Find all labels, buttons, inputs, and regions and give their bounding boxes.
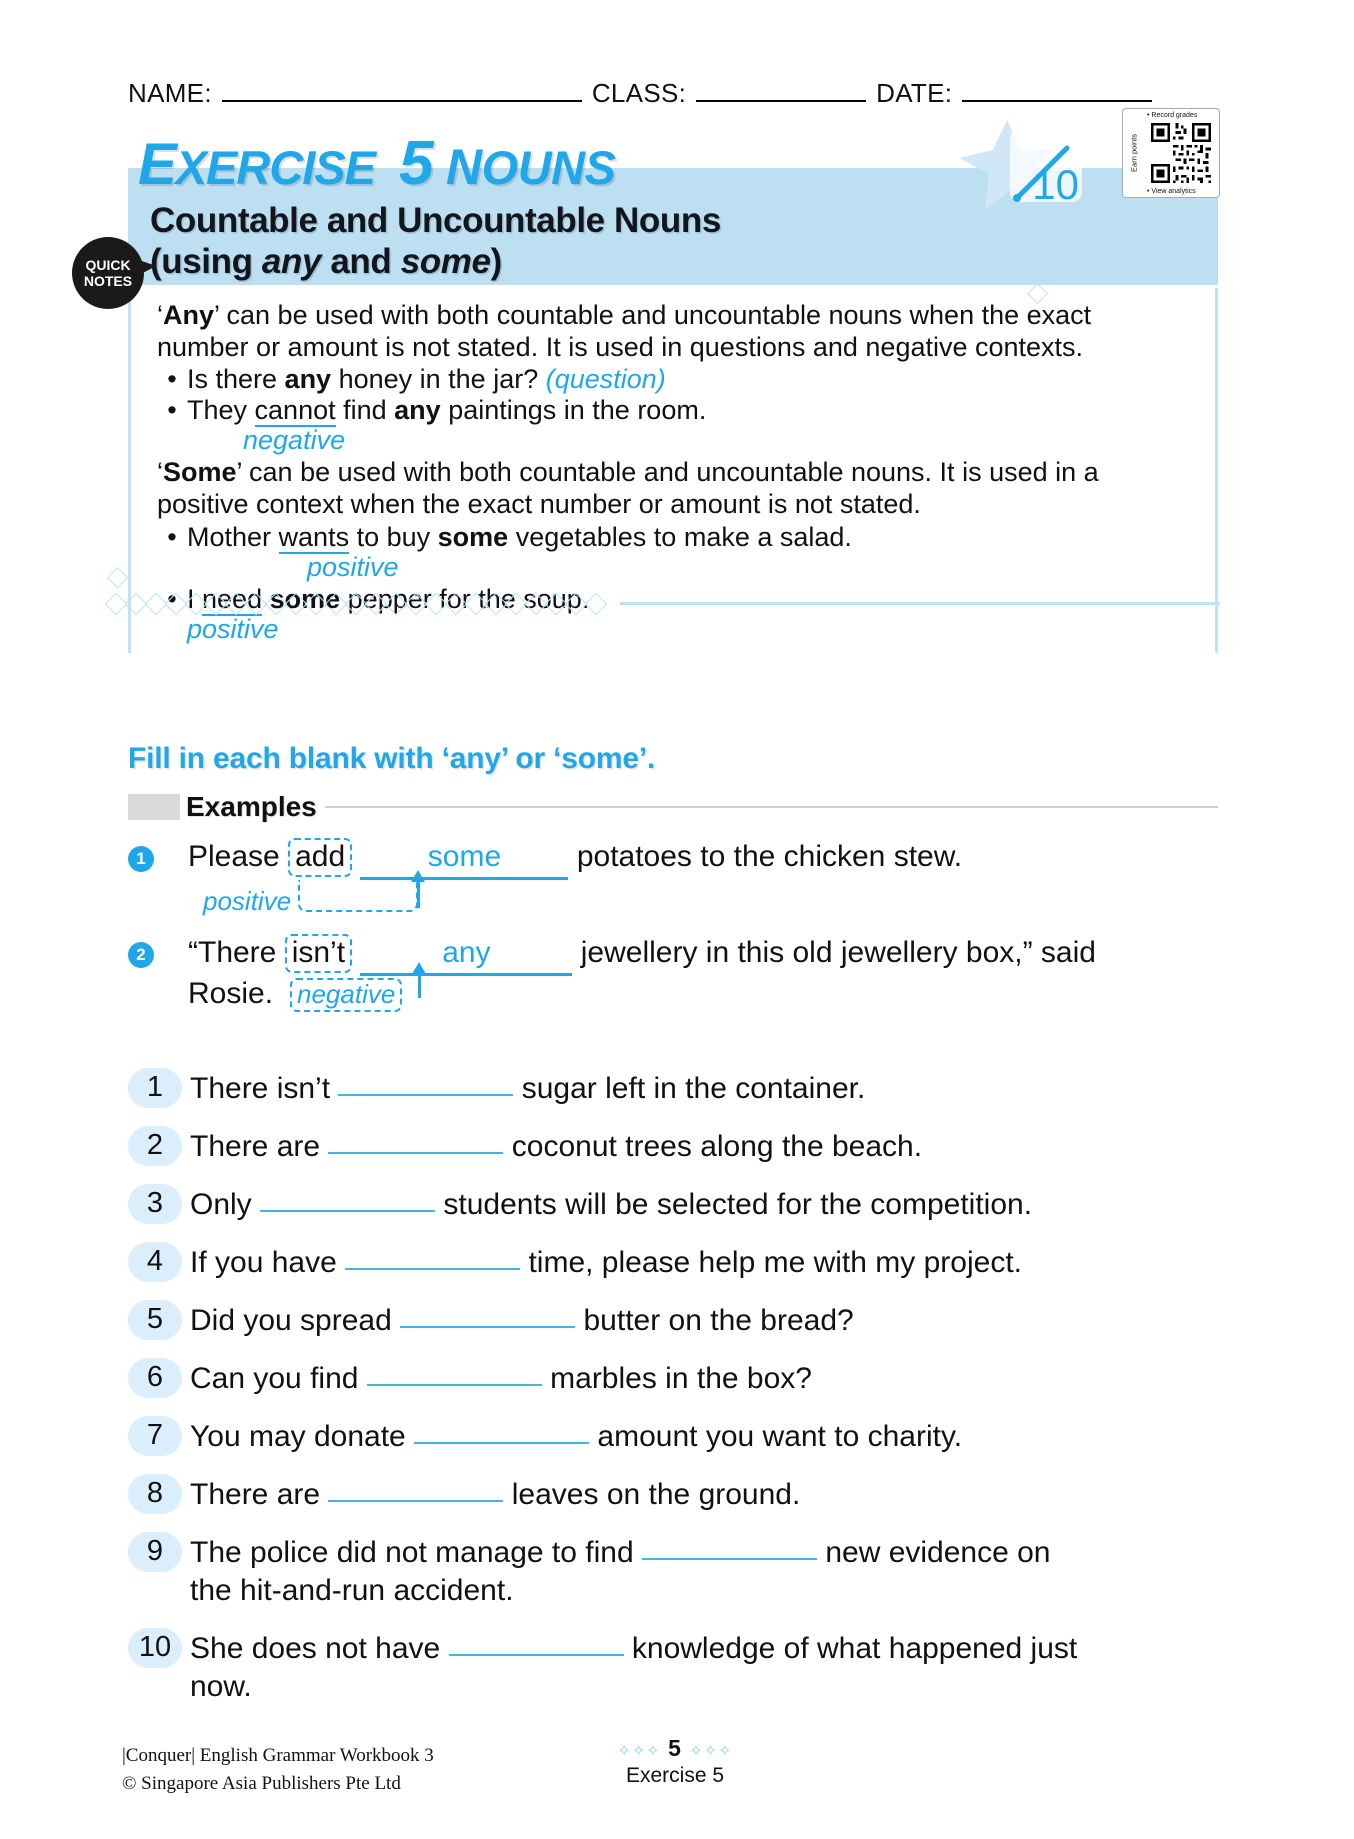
question-number-3: 3 (128, 1184, 182, 1224)
exercise-topic: NOUNS (446, 139, 616, 195)
subtitle-line-1: Countable and Uncountable Nouns (150, 201, 721, 240)
quick-notes-line2: NOTES (83, 273, 133, 289)
score-value: 10 (1032, 161, 1079, 208)
answer-blank-5[interactable] (400, 1326, 575, 1328)
notes-bottom-rule (620, 602, 1220, 605)
answer-blank-2[interactable] (328, 1152, 503, 1154)
example-2 (128, 934, 1223, 1012)
subtitle-some: some (400, 242, 491, 282)
subtitle-line-2 (150, 241, 721, 282)
examples-rule (325, 806, 1218, 808)
notes-bullet-4: • I need some pepper for the soup. (157, 584, 1189, 614)
diamond-decor-icon (107, 567, 128, 588)
question-row-7 (128, 1416, 1223, 1456)
class-input-line[interactable] (696, 80, 866, 102)
footer-diamond-left-icon: ✧✧✧ (617, 1743, 661, 1760)
question-number-2: 2 (128, 1126, 182, 1166)
question-row-2 (128, 1126, 1223, 1166)
question-text-3: Only students will be selected for the competition. (190, 1188, 1033, 1221)
example-1-tag: positive (203, 886, 292, 916)
example-2-answer[interactable]: any (360, 935, 572, 976)
question-number-10: 10 (128, 1628, 182, 1668)
example-2-arrow-icon (412, 962, 426, 974)
example-1-boxed-word: add (288, 838, 352, 877)
question-text-2: There are coconut trees along the beach. (190, 1130, 923, 1163)
quick-notes-badge (72, 237, 144, 309)
class-label: CLASS: (591, 78, 687, 108)
question-row-5 (128, 1300, 1223, 1340)
examples-swatch (128, 794, 180, 820)
kw-any-1: any (284, 364, 332, 395)
question-row-6 (128, 1358, 1223, 1398)
kw-some: Some (163, 457, 237, 488)
tag-negative: negative (243, 424, 346, 455)
exercise-subtitle (150, 200, 721, 283)
footer-diamond-right-icon: ✧✧✧ (689, 1743, 733, 1760)
notes-bullet-1: • Is there any honey in the jar? (question) (157, 364, 1189, 394)
kw-any: Any (163, 300, 215, 330)
qr-top-caption: • Record grades (1147, 112, 1198, 119)
qr-side-caption: Earn points (1129, 134, 1139, 172)
question-text-7: You may donate amount you want to charity. (190, 1420, 963, 1453)
answer-blank-10[interactable] (449, 1654, 624, 1656)
date-input-line[interactable] (962, 80, 1152, 102)
qr-main (1145, 109, 1219, 197)
example-1-pre: Please (188, 840, 280, 873)
answer-blank-1[interactable] (338, 1094, 513, 1096)
quick-notes-line1: QUICK (85, 256, 131, 273)
question-number-7: 7 (128, 1416, 182, 1456)
question-number-1: 1 (128, 1068, 182, 1108)
subtitle-and: and (321, 242, 401, 282)
exercise-number: 5 (399, 129, 434, 198)
answer-blank-4[interactable] (345, 1268, 520, 1270)
answer-blank-8[interactable] (328, 1500, 503, 1502)
example-1-connector (298, 880, 418, 912)
question-number-5: 5 (128, 1300, 182, 1340)
score-star-badge (955, 118, 1085, 213)
subtitle-any: any (261, 242, 322, 282)
tag-positive-2: positive (187, 614, 279, 645)
kw-some-2: some (269, 584, 341, 615)
subtitle-using: (using (150, 242, 262, 282)
tag-question: (question) (545, 364, 666, 395)
answer-blank-3[interactable] (260, 1210, 435, 1212)
example-2-post: jewellery in this old jewellery box,” said (580, 936, 1096, 969)
question-row-3 (128, 1184, 1223, 1224)
underlined-cannot: cannot (254, 394, 336, 425)
bullet-dot: • (167, 364, 177, 395)
question-row-8 (128, 1474, 1223, 1514)
question-row-9 (128, 1532, 1223, 1611)
question-number-8: 8 (128, 1474, 182, 1514)
question-text-10: She does not have knowledge of what happened just now. (190, 1628, 1223, 1707)
question-number-6: 6 (128, 1358, 182, 1398)
example-2-pre: “There (188, 936, 277, 969)
example-1-number: 1 (128, 846, 154, 872)
underlined-wants: wants (278, 521, 350, 552)
footer-line-2: © Singapore Asia Publishers Pte Ltd (122, 1772, 401, 1794)
kw-any-2: any (394, 394, 441, 425)
example-1-answer[interactable]: some (360, 839, 568, 880)
exercise-title (138, 128, 615, 199)
underlined-need: need (202, 584, 263, 615)
qr-bottom-caption: • View analytics (1147, 188, 1196, 195)
question-text-9-line2: the hit-and-run accident. (190, 1574, 514, 1608)
instruction-text: Fill in each blank with ‘any’ or ‘some’. (128, 742, 656, 775)
question-row-1 (128, 1068, 1223, 1108)
name-label: NAME: (128, 78, 212, 108)
diamond-decor-icon (585, 593, 608, 616)
question-text-6: Can you find marbles in the box? (190, 1362, 812, 1395)
date-label: DATE: (876, 78, 953, 108)
example-1 (128, 838, 1223, 916)
examples-label: Examples (186, 791, 317, 822)
question-row-4 (128, 1242, 1223, 1282)
bullet-dot: • (167, 521, 177, 552)
notes-bullet-3: • Mother wants to buy some vegetables to make a salad. (157, 522, 1189, 552)
question-text-5: Did you spread butter on the bread? (190, 1304, 854, 1337)
question-number-9: 9 (128, 1532, 182, 1572)
footer-page-number-row (575, 1735, 775, 1762)
footer-line-1: |Conquer| English Grammar Workbook 3 (122, 1745, 434, 1766)
example-1-post: potatoes to the chicken stew. (576, 840, 963, 873)
tag-positive-1: positive (307, 551, 399, 582)
example-2-boxed-word: isn’t (285, 934, 352, 973)
notes-some-para-2: positive context when the exact number or amount is not stated. (157, 489, 921, 520)
footer-page-number: 5 (668, 1735, 682, 1761)
name-input-line[interactable] (222, 80, 582, 102)
answer-blank-7[interactable] (414, 1442, 589, 1444)
example-2-arrow-stem (418, 974, 421, 998)
answer-blank-9[interactable] (642, 1558, 817, 1560)
diamond-divider (108, 591, 628, 617)
answer-blank-6[interactable] (367, 1384, 542, 1386)
question-text-10-line2: now. (190, 1670, 252, 1704)
qr-code-icon[interactable] (1148, 123, 1214, 183)
example-2-post2: Rosie. (188, 976, 274, 1010)
exercise-word: EXERCISE (138, 132, 376, 197)
footer-exercise-label: Exercise 5 (625, 1764, 725, 1787)
question-text-4: If you have time, please help me with my project. (190, 1246, 1022, 1279)
example-1-arrow-stem (417, 882, 420, 908)
examples-heading (128, 790, 1218, 824)
student-info-row (128, 78, 1238, 109)
footer-page-info (575, 1735, 775, 1788)
example-1-arrow-icon (411, 870, 425, 882)
bullet-dot: • (167, 394, 177, 425)
question-number-4: 4 (128, 1242, 182, 1282)
example-2-tag: negative (290, 978, 402, 1012)
question-row-10 (128, 1628, 1223, 1707)
kw-some-1: some (437, 521, 509, 552)
bullet-dot: • (167, 584, 177, 615)
notes-some-para: ‘Some’ can be used with both countable and uncountable nouns. It is used in a (157, 457, 1099, 488)
question-text-8: There are leaves on the ground. (190, 1478, 801, 1511)
notes-any-para-2: number or amount is not stated. It is used in questions and negative contexts. (157, 332, 1084, 363)
footer-copyright (122, 1742, 434, 1797)
subtitle-close: ) (490, 242, 502, 282)
question-text-9: The police did not manage to find new evidence on the hit-and-run accident. (190, 1532, 1223, 1611)
question-text-1: There isn’t sugar left in the container. (190, 1072, 866, 1105)
qr-side-caption-wrap (1123, 109, 1145, 197)
example-2-number: 2 (128, 942, 154, 968)
qr-code-panel[interactable] (1122, 108, 1220, 198)
notes-any-para: ‘Any’ can be used with both countable and uncountable nouns when the exact (157, 300, 1092, 330)
notes-bullet-2: • They cannot find any paintings in the room. (157, 395, 1189, 425)
